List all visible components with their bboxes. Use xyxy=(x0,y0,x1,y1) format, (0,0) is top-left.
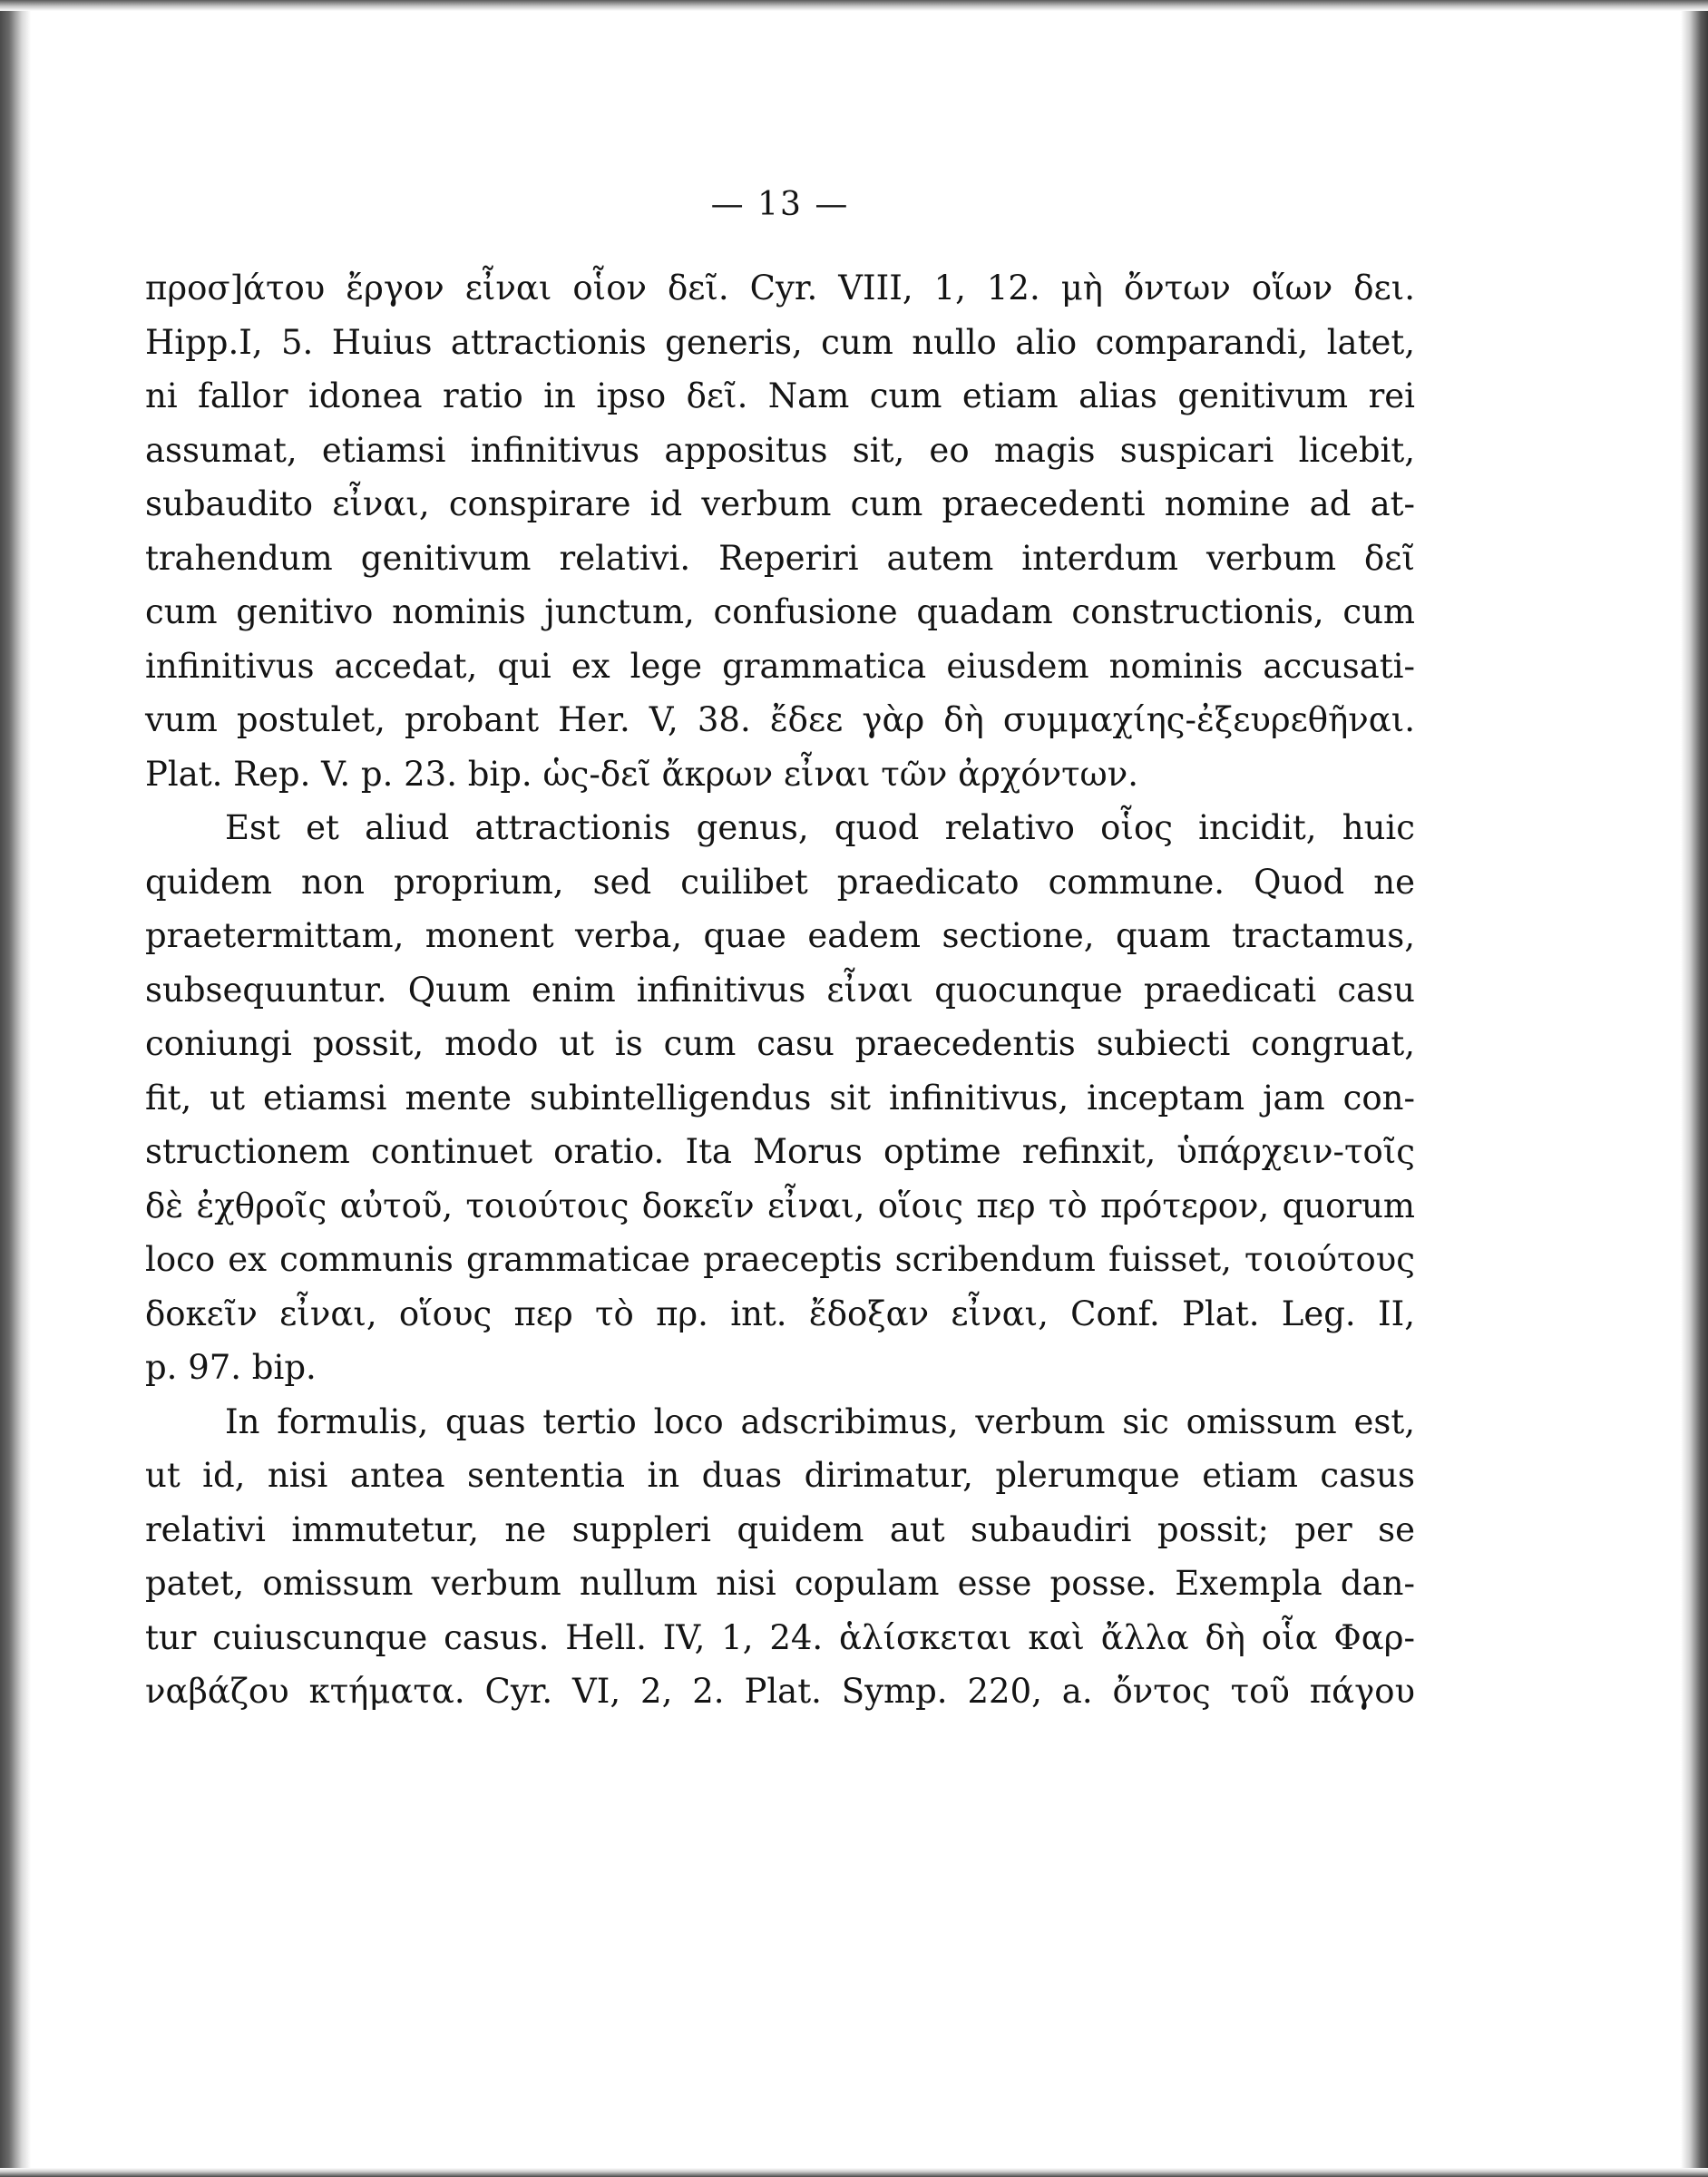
text-line: assumat, etiamsi infinitivus appositus sit, eo magis suspicari licebit, xyxy=(145,430,1415,470)
paragraph-3 xyxy=(145,1395,1415,1719)
scan-edge-top xyxy=(0,0,1708,11)
text-line: In formulis, quas tertio loco adscribimus, verbum sic omissum est, xyxy=(225,1401,1415,1441)
scan-edge-bottom xyxy=(0,2168,1708,2177)
scan-edge-right xyxy=(1681,0,1708,2177)
text-line: Plat. Rep. V. p. 23. bip. ὡς-δεῖ ἄκρων εἶναι τῶν ἀρχόντων. xyxy=(145,754,1138,794)
text-line: quidem non proprium, sed cuilibet praedicato commune. Quod ne xyxy=(145,862,1415,902)
text-line: δὲ ἐχθροῖς αὐτοῦ, τοιούτοις δοκεῖν εἶναι, οἵοις περ τὸ πρότερον, quorum xyxy=(145,1186,1415,1225)
text-line: vum postulet, probant Her. V, 38. ἔδεε γὰρ δὴ συμμαχίης-ἐξευρεθῆναι. xyxy=(145,700,1415,739)
text-line: praetermittam, monent verba, quae eadem sectione, quam tractamus, xyxy=(145,916,1415,955)
text-line: loco ex communis grammaticae praeceptis scribendum fuisset, τοιούτους xyxy=(145,1240,1415,1279)
paragraph-2 xyxy=(145,801,1415,1395)
paragraph-1 xyxy=(145,261,1415,801)
text-line: ναβάζου κτήματα. Cyr. VI, 2, 2. Plat. Symp. 220, a. ὄντος τοῦ πάγου xyxy=(145,1672,1415,1711)
text-line: subsequuntur. Quum enim infinitivus εἶναι quocunque praedicati casu xyxy=(145,970,1415,1010)
text-line: coniungi possit, modo ut is cum casu praecedentis subiecti congruat, xyxy=(145,1024,1415,1063)
text-line: ut id, nisi antea sententia in duas dirimatur, plerumque etiam casus xyxy=(145,1456,1415,1495)
text-line: δοκεῖν εἶναι, οἵους περ τὸ πρ. int. ἔδοξαν εἶναι, Conf. Plat. Leg. II, xyxy=(145,1294,1415,1333)
text-line: patet, omissum verbum nullum nisi copulam esse posse. Exempla dan- xyxy=(145,1564,1415,1603)
book-page xyxy=(145,186,1415,1719)
text-line: Hipp.I, 5. Huius attractionis generis, cum nullo alio comparandi, latet, xyxy=(145,322,1415,362)
text-line: fit, ut etiamsi mente subintelligendus sit infinitivus, inceptam jam con- xyxy=(145,1078,1415,1118)
text-line: trahendum genitivum relativi. Reperiri autem interdum verbum δεῖ xyxy=(145,538,1415,578)
text-line: structionem continuet oratio. Ita Morus optime refinxit, ὑπάρχειν-τοῖς xyxy=(145,1132,1415,1171)
page-number: — 13 — xyxy=(710,186,850,223)
text-line: p. 97. bip. xyxy=(145,1348,317,1387)
text-line: Est et aliud attractionis genus, quod relativo οἷος incidit, huic xyxy=(225,808,1415,847)
scan-edge-left xyxy=(0,0,31,2177)
text-line: προσ]άτου ἔργον εἶναι οἷον δεῖ. Cyr. VIII, 1, 12. μὴ ὄντων οἵων δει. xyxy=(145,268,1415,308)
text-line: tur cuiuscunque casus. Hell. IV, 1, 24. ἁλίσκεται καὶ ἄλλα δὴ οἷα Φαρ- xyxy=(145,1617,1415,1657)
text-line: subaudito εἶναι, conspirare id verbum cum praecedenti nomine ad at- xyxy=(145,484,1415,523)
text-line: cum genitivo nominis junctum, confusione quadam constructionis, cum xyxy=(145,592,1415,631)
text-line: infinitivus accedat, qui ex lege grammatica eiusdem nominis accusati- xyxy=(145,646,1415,686)
text-line: ni fallor idonea ratio in ipso δεῖ. Nam cum etiam alias genitivum rei xyxy=(145,376,1415,415)
text-line: relativi immutetur, ne suppleri quidem aut subaudiri possit; per se xyxy=(145,1509,1415,1549)
